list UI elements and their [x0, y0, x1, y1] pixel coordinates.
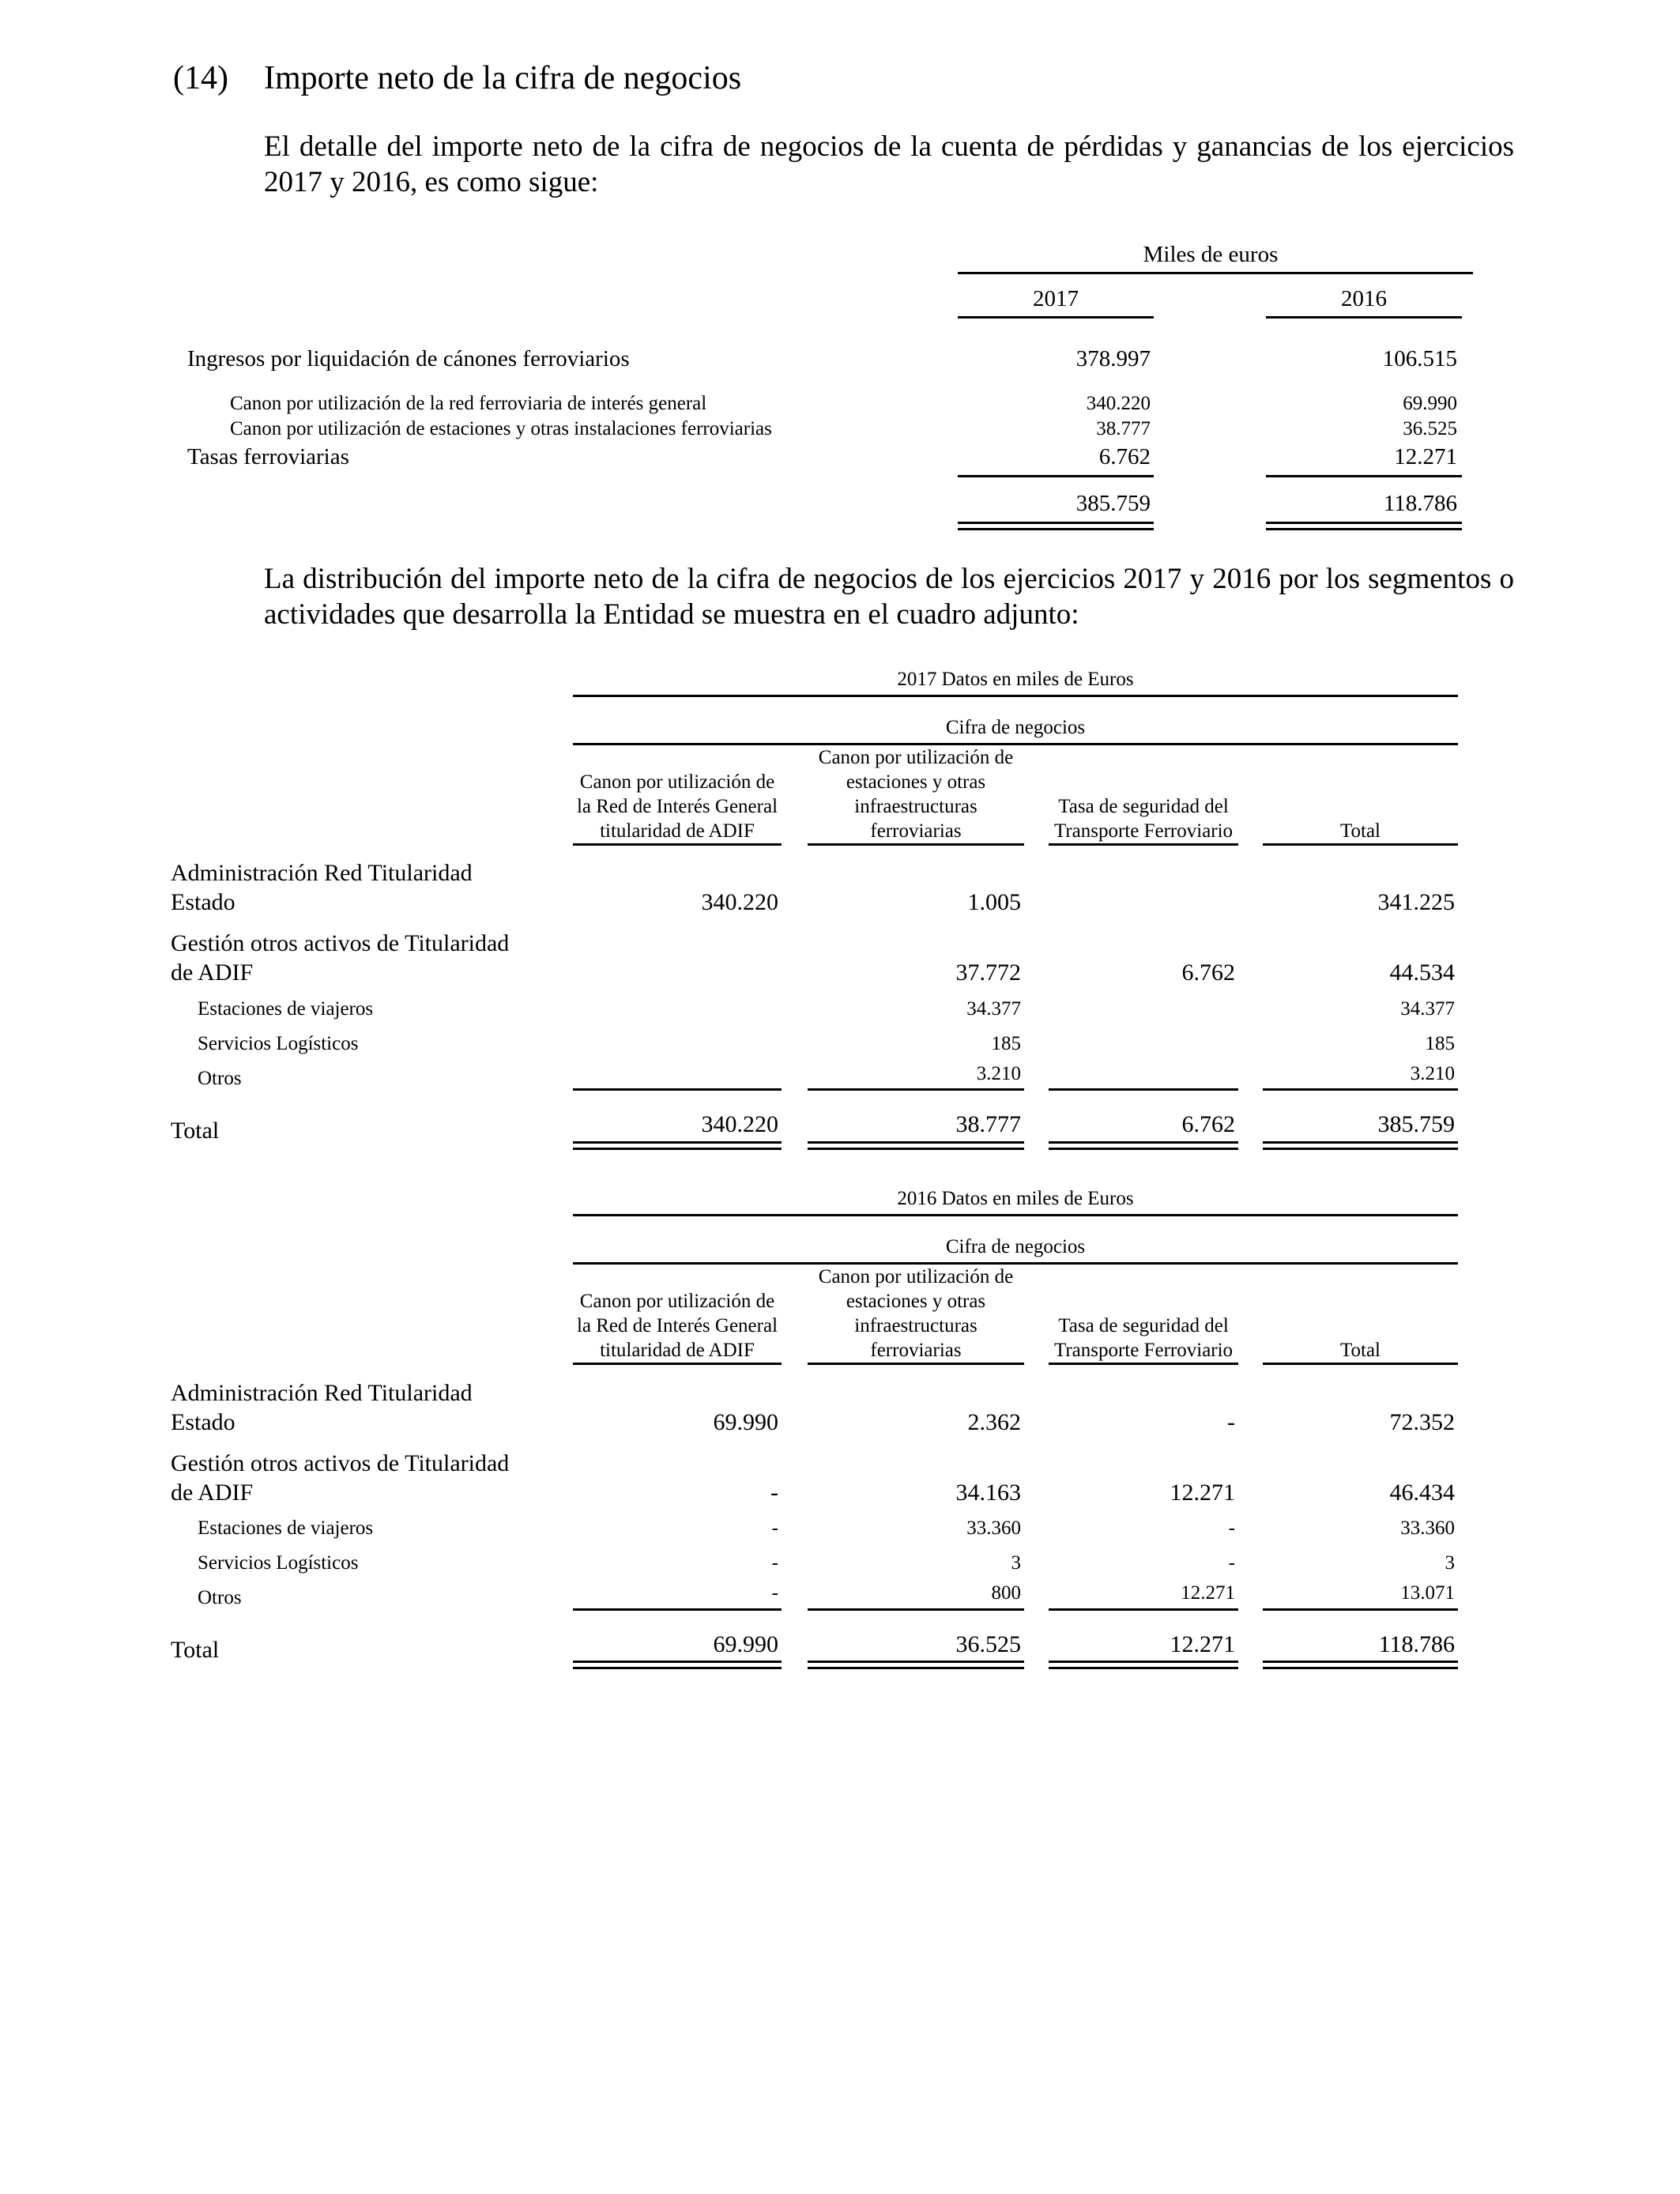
table2016-cell: 2.362 — [967, 1409, 1021, 1435]
table2017-cell: 185 — [1425, 1033, 1455, 1054]
table1-year-2017: 2017 — [1033, 286, 1079, 311]
table1-total-double-rule — [958, 522, 1154, 530]
table2017-row-label: Estaciones de viajeros — [198, 998, 374, 1020]
table2017-cell: 34.377 — [966, 998, 1021, 1020]
table2016-cell: 3 — [1011, 1552, 1021, 1574]
table2016-sum-rule — [1049, 1608, 1238, 1611]
table2017-col-header: Canon por utilización de estaciones y otras infraestructuras ferroviarias — [818, 747, 1014, 842]
table2016-row-label: Otros — [198, 1587, 242, 1608]
table2016-cell: 13.071 — [1400, 1582, 1455, 1604]
table1-year-rule — [958, 316, 1154, 319]
table1-total: 385.759 — [1075, 491, 1151, 516]
table2017-cell: 340.220 — [701, 889, 778, 915]
table2016-total-double-rule — [1263, 1661, 1458, 1669]
table2016-col-header: Tasa de seguridad del Transporte Ferroviario — [1053, 1315, 1234, 1361]
table2017-cell: 6.762 — [1181, 959, 1235, 986]
table2017-caption: 2017 Datos en miles de Euros — [897, 669, 1134, 690]
table1-year-rule — [1266, 316, 1462, 319]
table2017-col-header: Canon por utilización de la Red de Interés General titularidad de ADIF — [576, 771, 778, 842]
table2016-cell: - — [1228, 1552, 1235, 1574]
table2016-row-label: de ADIF — [171, 1480, 254, 1506]
table2016-row-label: Estaciones de viajeros — [198, 1517, 374, 1539]
table2016-cell: 34.163 — [955, 1480, 1021, 1506]
table2017-total-double-rule — [1049, 1141, 1238, 1150]
table2016-total-double-rule — [808, 1661, 1024, 1669]
table1-cell: 106.515 — [1382, 346, 1457, 371]
table2017-caption-rule — [573, 695, 1458, 697]
table2016-cell: - — [771, 1582, 778, 1604]
table2017-header-rule — [808, 843, 1024, 846]
table1-row-label: Canon por utilización de estaciones y otras instalaciones ferroviarias — [230, 418, 772, 439]
table2016-cell: 3 — [1445, 1552, 1455, 1574]
intro-paragraph: El detalle del importe neto de la cifra de negocios de la cuenta de pérdidas y ganancias de los ejercicios 2017 y 2016, es como sigue: — [264, 130, 1514, 198]
table1-cell: 69.990 — [1403, 393, 1457, 414]
table2016-cell: 72.352 — [1389, 1409, 1455, 1435]
table2017-row-label: Gestión otros activos de Titularidad — [171, 930, 510, 956]
table2017-cell: 3.210 — [976, 1063, 1021, 1084]
table2017-cell: 3.210 — [1410, 1063, 1455, 1084]
table2016-sum-rule — [1263, 1608, 1458, 1611]
table2016-caption: 2016 Datos en miles de Euros — [897, 1188, 1134, 1209]
table1-cell: 340.220 — [1086, 393, 1151, 414]
table1-row-label: Canon por utilización de la red ferroviaria de interés general — [230, 393, 707, 414]
table2016-header-rule — [1263, 1363, 1458, 1365]
table2017-total-label: Total — [171, 1118, 220, 1144]
table1-group-rule — [958, 272, 1473, 274]
table1-cell: 6.762 — [1098, 444, 1151, 469]
table2017-col-header: Total — [1339, 820, 1381, 842]
table2017-cell: 1.005 — [967, 889, 1021, 915]
table2017-sum-rule — [1049, 1088, 1238, 1091]
table2016-cell: 46.434 — [1389, 1480, 1455, 1506]
table2017-header-rule — [1049, 843, 1238, 846]
table2017-cell: 341.225 — [1377, 889, 1455, 915]
table2017-row-label: Estado — [171, 889, 235, 915]
distribution-paragraph: La distribución del importe neto de la cifra de negocios de los ejercicios 2017 y 2016 por los segmentos o actividades que desarrolla la Entidad se muestra en el cuadro adjunto: — [264, 563, 1514, 631]
table1-sum-rule — [1266, 475, 1462, 477]
table2016-cell: - — [1228, 1517, 1235, 1539]
section-number: (14) — [173, 60, 228, 96]
table1-row-label: Tasas ferroviarias — [187, 444, 349, 469]
table2016-sum-rule — [573, 1608, 782, 1611]
table2017-row-label: Administración Red Titularidad — [171, 860, 473, 886]
table2016-cell: - — [771, 1552, 778, 1574]
table2016-cell: - — [771, 1517, 778, 1539]
table1-cell: 378.997 — [1075, 346, 1151, 371]
table2016-header-rule — [573, 1363, 782, 1365]
section-title: Importe neto de la cifra de negocios — [264, 60, 742, 96]
table2016-cell: - — [1227, 1409, 1235, 1435]
table2016-total-label: Total — [171, 1637, 220, 1663]
table2017-cell: 34.377 — [1400, 998, 1455, 1020]
table1-year-2016: 2016 — [1341, 286, 1387, 311]
table2016-header-rule — [808, 1363, 1024, 1365]
table2016-cell: 33.360 — [966, 1517, 1021, 1539]
table2016-caption-rule — [573, 1214, 1458, 1216]
table2016-cell: 33.360 — [1400, 1517, 1455, 1539]
table2017-row-label: Servicios Logísticos — [198, 1033, 359, 1054]
table2017-cell: 37.772 — [955, 959, 1021, 986]
table2016-cell: 800 — [991, 1582, 1021, 1604]
table2017-total-double-rule — [573, 1141, 782, 1150]
table2016-group: Cifra de negocios — [945, 1236, 1086, 1257]
table1-group-header: Miles de euros — [1143, 242, 1279, 267]
table2017-header-rule — [1263, 843, 1458, 846]
table2017-total-cell: 38.777 — [955, 1111, 1021, 1137]
table2017-total-double-rule — [1263, 1141, 1458, 1150]
table2017-group: Cifra de negocios — [945, 717, 1086, 738]
table2017-row-label: de ADIF — [171, 959, 254, 986]
table2016-total-cell: 118.786 — [1378, 1631, 1455, 1657]
table1-row-label: Ingresos por liquidación de cánones ferroviarios — [187, 346, 630, 371]
table2016-cell: 12.271 — [1181, 1582, 1235, 1604]
table2017-cell: 185 — [991, 1033, 1021, 1054]
table2016-total-cell: 69.990 — [713, 1631, 778, 1657]
table2017-total-double-rule — [808, 1141, 1024, 1150]
table2016-total-double-rule — [573, 1661, 782, 1669]
table2017-sum-rule — [573, 1088, 782, 1091]
table2016-col-header: Total — [1339, 1340, 1381, 1361]
table2017-cell: 44.534 — [1389, 959, 1455, 986]
table2016-total-cell: 36.525 — [955, 1631, 1021, 1657]
table2016-cell: - — [770, 1480, 778, 1506]
table2016-row-label: Estado — [171, 1409, 235, 1435]
table2017-total-cell: 385.759 — [1377, 1111, 1455, 1137]
table2017-total-cell: 6.762 — [1181, 1111, 1235, 1137]
table2016-total-double-rule — [1049, 1661, 1238, 1669]
table2017-sum-rule — [808, 1088, 1024, 1091]
table1-cell: 12.271 — [1394, 444, 1457, 469]
table2017-row-label: Otros — [198, 1068, 242, 1089]
table2016-row-label: Gestión otros activos de Titularidad — [171, 1450, 510, 1476]
table1-sum-rule — [958, 475, 1154, 477]
table2016-row-label: Servicios Logísticos — [198, 1552, 359, 1574]
table2017-col-header: Tasa de seguridad del Transporte Ferroviario — [1053, 796, 1234, 842]
table2017-total-cell: 340.220 — [701, 1111, 778, 1137]
table1-cell: 36.525 — [1403, 418, 1457, 439]
table2016-col-header: Canon por utilización de la Red de Interés General titularidad de ADIF — [576, 1291, 778, 1361]
table2016-sum-rule — [808, 1608, 1024, 1611]
table2016-row-label: Administración Red Titularidad — [171, 1380, 473, 1406]
table2016-col-header: Canon por utilización de estaciones y otras infraestructuras ferroviarias — [818, 1266, 1014, 1361]
table2017-sum-rule — [1263, 1088, 1458, 1091]
table1-total: 118.786 — [1383, 491, 1457, 516]
table2016-cell: 69.990 — [713, 1409, 778, 1435]
table2016-cell: 12.271 — [1170, 1480, 1235, 1506]
table2016-total-cell: 12.271 — [1170, 1631, 1235, 1657]
table2016-header-rule — [1049, 1363, 1238, 1365]
table2017-header-rule — [573, 843, 782, 846]
table1-cell: 38.777 — [1096, 418, 1151, 439]
table1-total-double-rule — [1266, 522, 1462, 530]
